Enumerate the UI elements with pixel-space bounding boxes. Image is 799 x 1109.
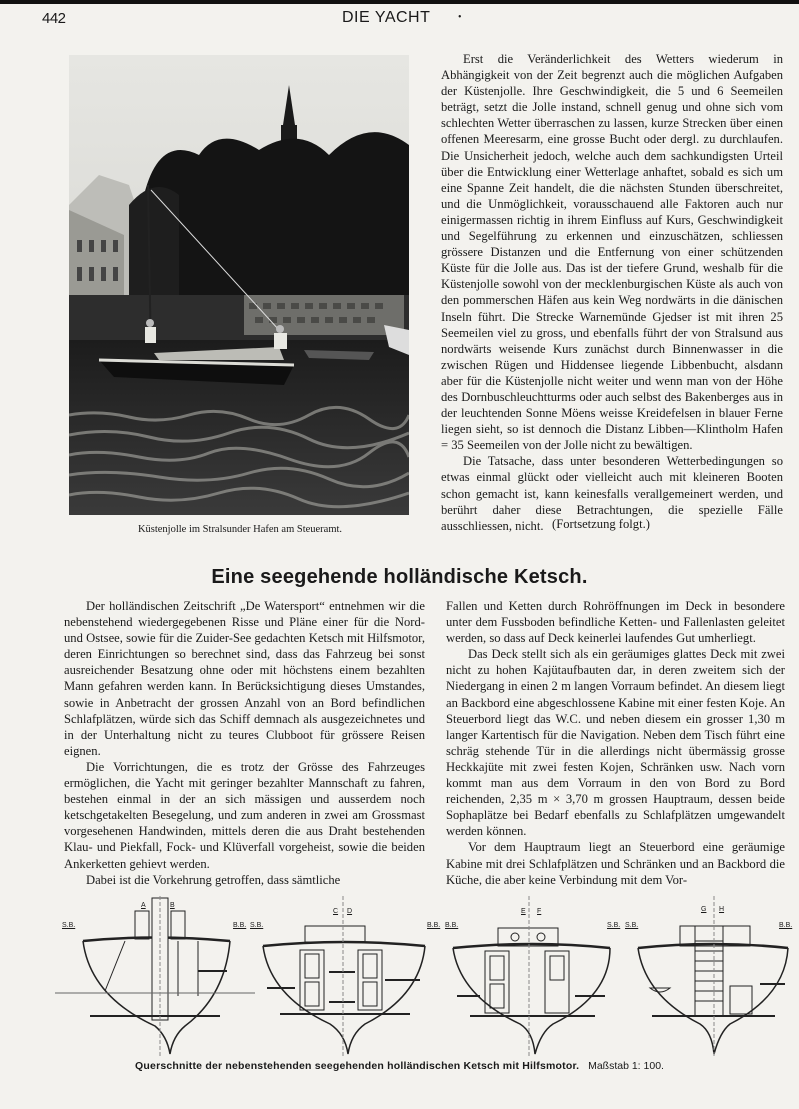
section-label: H: [719, 906, 725, 913]
paragraph: Die Vorrichtungen, die es trotz der Grösse des Fahrzeuges ermöglichen, die Yacht mit geringer bezahlter Mannschaft zu fahren, bestehen einmal in der an sich mässigen und ausserdem noch ketschgetakelten Besegelung, und zum anderen in zwei am Grossmast vorgesehenen Handwinden, mittels deren die aus Draht bestehenden Klau- und Piekfall, Fock- und Klüverfall vorgeheist, sowie die beiden Ankerketten gehievt werden.: [64, 759, 425, 871]
section-label: B.B.: [233, 922, 247, 929]
page-top-border: [0, 0, 799, 4]
section-label: G: [701, 906, 707, 913]
cross-section-a-b: [55, 896, 255, 1056]
section-label: B.B.: [445, 922, 459, 929]
section-label: B.B.: [427, 922, 441, 929]
section-label: S.B.: [250, 922, 264, 929]
section-label: B: [170, 902, 175, 909]
article-left-column: [64, 598, 425, 888]
section-label: S.B.: [62, 922, 76, 929]
figure-scale: Maßstab 1: 100.: [588, 1060, 664, 1072]
paragraph: Das Deck stellt sich als ein geräumiges glattes Deck mit zwei nicht zu hohen Kajütaufbauten dar, in deren zweitem sich der Niedergang in einen 2 m langen Vorraum befindet. An diesem liegt an Backbord eine abgeschlossene Kabine mit einer festen Koje. An Steuerbord liegt das W.C. und neben diesem ein grosser 1,30 m langer Kartentisch für die Navigation. Neben dem Tisch führt eine schräg stehende Tür in die allerdings nicht übermässig grosse Heckkajüte mit zwei festen Kojen, Schränken usw. Nach vorn kommt man aus dem Vorraum in den von Bord zu Bord reichenden, 2,35 m × 3,70 m grossen Hauptraum, dessen beide Sophaplätze bei Bedarf ebenfalls zu Schlafplätzen umgewandelt werden können.: [446, 647, 785, 839]
section-label: B.B.: [779, 922, 793, 929]
continuation-note: (Fortsetzung folgt.): [552, 517, 650, 531]
section-label: F: [537, 908, 542, 915]
section-label: S.B.: [625, 922, 639, 929]
paragraph: Dabei ist die Vorkehrung getroffen, dass sämtliche: [86, 872, 341, 887]
section-label: E: [521, 908, 526, 915]
paragraph: Vor dem Hauptraum liegt an Steuerbord eine geräumige Kabine mit drei Schlafplätzen und Schränken und an Backbord die Küche, die aber keine Verbindung mit dem Vor-: [446, 840, 785, 887]
section-label: D: [347, 908, 353, 915]
running-title: DIE YACHT: [342, 9, 431, 26]
paragraph: Die Tatsache, dass unter besonderen Wetterbedingungen so etwas einmal glückt oder vielleicht auch mit kleineren Booten schon gemacht ist, kann keinesfalls verallgemeinert werden, und berührt daher diese Betrachtungen, die spezielle Fälle ausschliessen, nicht.: [441, 454, 783, 533]
hull-cross-sections-icon: [55, 896, 799, 1056]
section-label: C: [333, 908, 339, 915]
previous-article-text: [441, 51, 783, 534]
ornament-dot: •: [458, 12, 462, 23]
cross-section-c-d: [263, 896, 425, 1056]
figure-caption-text: Querschnitte der nebenstehenden seegehenden holländischen Ketsch mit Hilfsmotor.: [135, 1060, 580, 1072]
page-number: 442: [42, 10, 66, 27]
article-title: Eine seegehende holländische Ketsch.: [211, 566, 588, 588]
harbor-photo: [69, 55, 409, 515]
harbor-photo-icon: [69, 55, 409, 515]
figure-caption: [0, 1060, 799, 1072]
section-label: S.B.: [607, 922, 621, 929]
photo-caption: Küstenjolle im Stralsunder Hafen am Steueramt.: [137, 524, 343, 535]
paragraph: Fallen und Ketten durch Rohröffnungen im Deck in besondere unter dem Fussboden befindliche Ketten- und Fallenlasten geleitet werden, so dass auf Deck keinerlei laufendes Gut umherliegt.: [446, 599, 785, 646]
cross-section-drawings: [55, 896, 799, 1056]
cross-section-e-f: [453, 896, 610, 1056]
paragraph: Erst die Veränderlichkeit des Wetters wiederum in Abhängigkeit von der Zeit begrenzt auch die möglichen Aufgaben der Küstenjolle. Ihre Geschwindigkeit, die 5 und 6 Seemeilen beträgt, setzt die Jolle instand, schnell genug und ohne sich vom schlechten Wetter überraschen zu lassen, kurze Strecken über einen offenen Meeresarm, eine grosse Bucht oder dergl. zu durchlaufen. Die Unsicherheit jedoch, welche auch dem sachkundigsten Urteil über die Entwicklung einer Wetterlage anhaftet, sobald es sich um eine Spanne Zeit handelt, die die nächsten Stunden überschreitet, und die Unmöglichkeit, vorausschauend alle Faktoren auch nur einigermassen richtig in ihrem Einfluss auf Kurs, Geschwindigkeit und Segelführung zu erkennen und einzuschätzen, schliessen grössere Distanzen und die Entfernung von einer schützenden Küste für die Jolle aus. Das ist der tiefere Grund, weshalb für die Küstenjolle sowohl von der mecklenburgischen Küste als auch von den pommerschen Häfen aus kein Weg nordwärts in die dänischen Inseln führt. Die Strecke Warnemünde Gjedser ist mit ihren 25 Seemeilen viel zu gross, und ebenfalls führt der von Stralsund aus nordwärts weisende Kurs zunächst durch Binnenwasser in die zwischen Rügen und Hiddensee liegende Libbenbucht, alsdann aber für die Küstenjolle nicht weiter und wenn man von der Höhe des Dornbuschleuchtturms oder auch selbst des Bakenberges aus in der leuchtenden Sonne Möens weisse Kreidefelsen in blauer Ferne liegen sieht, so ist dennoch die Distanz Libben—Klintholm Hafen = 35 Seemeilen von der Jolle nicht zu bewältigen.: [441, 52, 783, 453]
section-label: A: [141, 902, 146, 909]
paragraph: Der holländischen Zeitschrift „De Watersport“ entnehmen wir die nebenstehend wiedergegebenen Risse und Pläne einer für die Nord- und Ostsee, sowie für die Zuider-See gedachten Ketsch mit Hilfsmotor, deren Einrichtungen so berechnet sind, dass das Fahrzeug bei sonst ausreichender Besatzung ohne oder mit höchstens einem bezahlten Mann gefahren werden kann. In Berücksichtigung dieses Umstandes, sowie in Anbetracht der grossen Anzahl von an Bord befindlichen Schlafplätzen, würde sich das Schiff demnach als ausgezeichnetes und in der Unterhaltung nicht zu teures Clubboot für grössere Reisen eignen.: [64, 599, 425, 758]
cross-section-g-h: [638, 896, 788, 1056]
article-right-column: [446, 598, 785, 888]
